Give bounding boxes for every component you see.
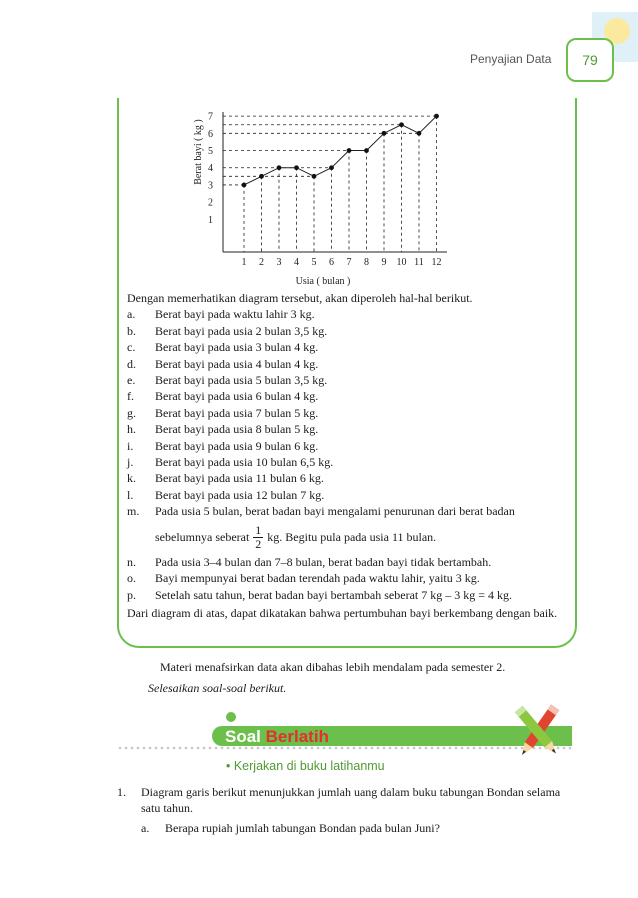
item-label: o. (127, 571, 136, 586)
item-label: l. (127, 487, 134, 502)
x-tick-label: 9 (381, 257, 387, 268)
question-number: 1. (117, 785, 126, 799)
data-point (399, 122, 404, 127)
item-m (127, 503, 567, 519)
item-label: f. (127, 389, 134, 404)
question-1 (117, 784, 577, 836)
y-tick-label: 3 (208, 180, 213, 192)
data-point (294, 165, 299, 170)
instruction: Selesaikan soal-soal berikut. (148, 681, 287, 695)
x-tick-label: 11 (414, 257, 424, 268)
item-text: Berat bayi pada usia 8 bulan 5 kg. (155, 422, 319, 437)
question-text: Diagram garis berikut menunjukkan jumlah uang dalam buku tabungan Bondan selama satu tahun. (141, 785, 561, 815)
chart-ticks (208, 112, 442, 268)
list-item (127, 339, 567, 355)
intro-line: Dengan memerhatikan diagram tersebut, akan diperoleh hal-hal berikut. (127, 291, 473, 305)
item-text: Berat bayi pada usia 10 bulan 6,5 kg. (155, 455, 334, 470)
item-text: Berat bayi pada usia 6 bulan 4 kg. (155, 389, 319, 404)
item-text: Bayi mempunyai berat badan terendah pada waktu lahir, yaitu 3 kg. (155, 571, 480, 586)
list-item (127, 454, 567, 470)
list-item (127, 306, 567, 322)
y-tick-label: 1 (208, 214, 213, 226)
soal-subtitle: • Kerjakan di buku latihanmu (226, 759, 385, 773)
item-text: Pada usia 3–4 bulan dan 7–8 bulan, berat badan bayi tidak bertambah. (155, 554, 492, 569)
data-point (277, 165, 282, 170)
fraction-numerator: 1 (255, 522, 262, 537)
page-number: 79 (566, 38, 614, 82)
item-m-line1: Pada usia 5 bulan, berat badan bayi mengalami penurunan dari berat badan (155, 504, 515, 519)
dotted-divider (117, 746, 573, 750)
item-label: d. (127, 356, 136, 371)
list-item (127, 388, 567, 404)
banner-dot (226, 712, 236, 722)
data-point (382, 131, 387, 136)
chapter-title: Penyajian Data (470, 52, 552, 66)
data-point (417, 131, 422, 136)
data-point (347, 148, 352, 153)
item-label: a. (127, 307, 136, 322)
item-text: Berat bayi pada usia 3 bulan 4 kg. (155, 340, 319, 355)
data-point (259, 174, 264, 179)
y-tick-label: 6 (208, 128, 213, 140)
item-text: Berat bayi pada usia 2 bulan 3,5 kg. (155, 323, 328, 338)
data-point (434, 114, 439, 119)
item-label: h. (127, 422, 136, 437)
item-label: g. (127, 405, 136, 420)
x-tick-label: 7 (346, 257, 352, 268)
list-item (127, 554, 567, 570)
item-text: Setelah satu tahun, berat badan bayi bertambah seberat 7 kg – 3 kg = 4 kg. (155, 587, 512, 602)
list-item (127, 587, 567, 603)
item-label: b. (127, 323, 136, 338)
data-point (329, 165, 334, 170)
item-label: m. (127, 504, 140, 519)
list-item (127, 438, 567, 454)
items-list (127, 306, 567, 503)
x-tick-label: 1 (241, 257, 247, 268)
list-item (127, 405, 567, 421)
item-text: Berat bayi pada usia 12 bulan 7 kg. (155, 487, 325, 502)
soal-title-1: Soal (225, 727, 261, 746)
item-label: j. (127, 455, 134, 470)
list-item (127, 570, 567, 586)
data-point (242, 183, 247, 188)
list-item (127, 421, 567, 437)
item-text: Berat bayi pada usia 9 bulan 6 kg. (155, 438, 319, 453)
x-tick-label: 10 (396, 257, 407, 268)
item-label: e. (127, 373, 136, 388)
item-m-line2-after: kg. Begitu pula pada usia 11 bulan. (267, 529, 437, 544)
x-axis-label: Usia ( bulan ) (295, 276, 351, 287)
item-label: n. (127, 554, 136, 569)
item-m-line2 (127, 524, 567, 551)
list-item (127, 487, 567, 503)
fraction-one-half (253, 524, 263, 551)
list-item (127, 470, 567, 486)
x-tick-label: 12 (431, 257, 442, 268)
list-item (127, 323, 567, 339)
item-text: Berat bayi pada usia 5 bulan 3,5 kg. (155, 373, 328, 388)
soal-title-2: Berlatih (265, 727, 329, 746)
list-item (127, 372, 567, 388)
data-point (312, 174, 317, 179)
semester-note: Materi menafsirkan data akan dibahas lebih mendalam pada semester 2. (160, 660, 506, 674)
list-item (127, 356, 567, 372)
y-tick-label: 4 (208, 163, 213, 175)
items-tail (127, 554, 567, 603)
x-tick-label: 2 (259, 257, 264, 268)
item-text: Berat bayi pada usia 11 bulan 6 kg. (155, 471, 324, 486)
item-text: Berat bayi pada usia 4 bulan 4 kg. (155, 356, 319, 371)
item-label: k. (127, 471, 136, 486)
subquestion-label: a. (141, 821, 150, 835)
line-chart (185, 108, 455, 290)
conclusion: Dari diagram di atas, dapat dikatakan bahwa pertumbuhan bayi berkembang dengan baik. (127, 605, 558, 620)
x-tick-label: 6 (329, 257, 334, 268)
soal-title (225, 727, 329, 747)
x-tick-label: 3 (276, 257, 282, 268)
item-text: Berat bayi pada waktu lahir 3 kg. (155, 307, 315, 322)
item-label: p. (127, 587, 136, 602)
pencil-icon (510, 700, 566, 764)
y-tick-label: 5 (208, 146, 213, 158)
x-tick-label: 4 (294, 257, 299, 268)
x-tick-label: 8 (364, 257, 369, 268)
x-tick-label: 5 (311, 257, 317, 268)
item-text: Berat bayi pada usia 7 bulan 5 kg. (155, 405, 319, 420)
item-label: i. (127, 438, 134, 453)
fraction-denominator: 2 (255, 536, 262, 551)
y-axis-label: Berat bayi ( kg ) (193, 119, 204, 185)
item-m-line2-before: sebelumnya seberat (155, 529, 250, 544)
item-label: c. (127, 340, 136, 355)
y-tick-label: 2 (208, 197, 213, 209)
subquestion-text: Berapa rupiah jumlah tabungan Bondan pada bulan Juni? (165, 821, 440, 835)
data-point (364, 148, 369, 153)
y-tick-label: 7 (208, 111, 213, 123)
explanation-text (127, 290, 567, 621)
chart-guides (223, 116, 437, 252)
